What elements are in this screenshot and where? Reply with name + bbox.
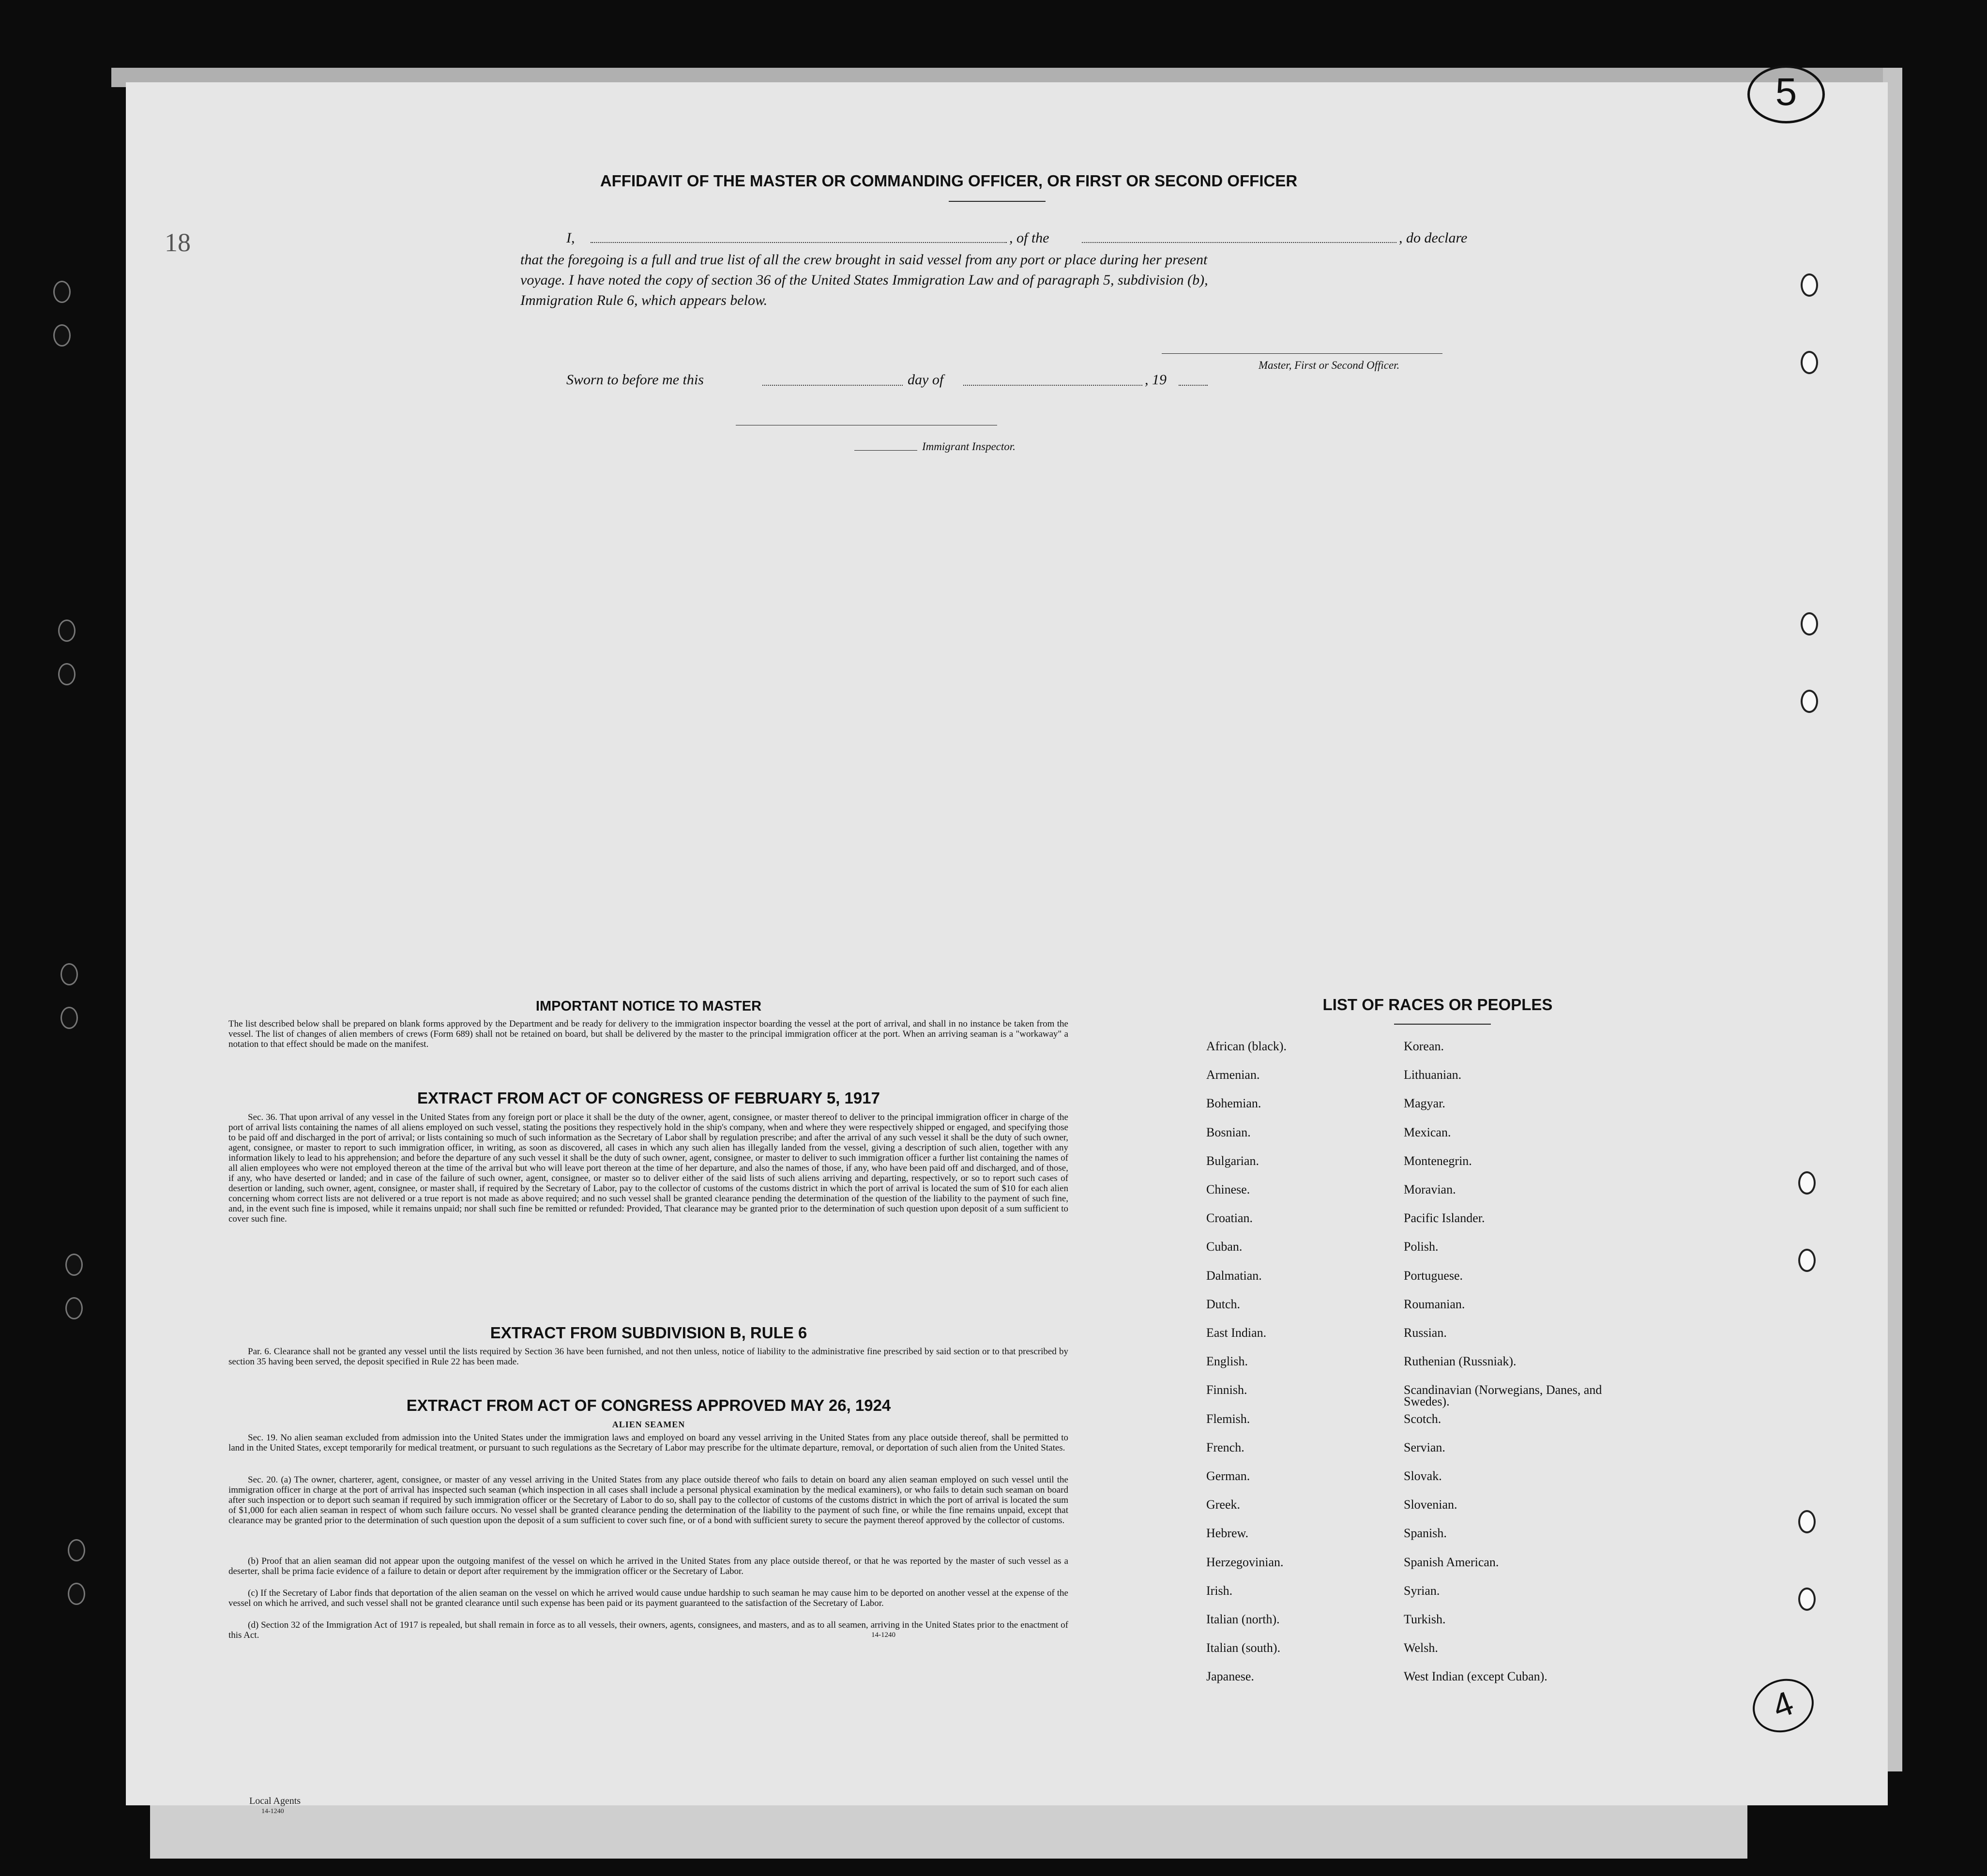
extract-1924-sec20a: Sec. 20. (a) The owner, charterer, agent, consignee, or master of any vessel arriving in the United States from any place outside thereof who fails to detain on board any alien seaman employed on such vessel until the immigration officer in charge at the port of arrival has inspected such seaman (which inspection in all cases shall include a personal physical examination by the medical examiners), or who fails to detain such seaman on board after such inspection or to deport such seaman if required by such immigration officer or the Secretary of Labor to do so, shall pay to the collector of customs of the customs district in which the port of arrival is located the sum of $1,000 for each alien seaman in respect of whom such failure occurs. No vessel shall be granted clearance pending the determination of the liability to the payment of such fine, or while the fine remains unpaid, except that clearance may be granted prior to the determination of such question upon the deposit of a sum sufficient to cover such fine, or of a bond with sufficient surety to secure the payment thereof approved by the collector of customs.: [228, 1475, 1068, 1526]
affidavit-title: AFFIDAVIT OF THE MASTER OR COMMANDING OFFICER, OR FIRST OR SECOND OFFICER: [600, 172, 1298, 190]
race-item: Polish.: [1404, 1240, 1439, 1254]
punch-hole: [1801, 351, 1818, 374]
race-item: Greek.: [1206, 1498, 1241, 1512]
punch-hole: [1801, 690, 1818, 713]
race-item: Croatian.: [1206, 1211, 1253, 1225]
race-item: Montenegrin.: [1404, 1153, 1472, 1168]
signature-line: [1162, 353, 1442, 354]
race-item: Syrian.: [1404, 1583, 1440, 1598]
race-item: Dutch.: [1206, 1297, 1241, 1311]
punch-hole: [1798, 1171, 1816, 1195]
extract-1924-sec20c: (c) If the Secretary of Labor finds that deportation of the alien seaman on the vessel on which he arrived would cause undue hardship to such seaman he may cause him to be deported on another vessel at the expense of the vessel on which he arrived, and such vessel shall not be granted clearance until such expense has been paid or its payment guaranteed to the satisfaction of the Secretary of Labor.: [228, 1588, 1068, 1608]
race-item: Magyar.: [1404, 1096, 1445, 1111]
race-item: Scandinavian (Norwegians, Danes, and Swedes).: [1404, 1383, 1602, 1409]
race-item: Lithuanian.: [1404, 1068, 1462, 1082]
affidavit-body-line: voyage. I have noted the copy of section 36 of the United States Immigration Law and of paragraph 5, subdivision (b),: [520, 272, 1208, 288]
race-item: Finnish.: [1206, 1383, 1247, 1397]
race-item: Bohemian.: [1206, 1096, 1261, 1111]
document-sheet: [126, 70, 1888, 1805]
race-item: Herzegovinian.: [1206, 1555, 1284, 1569]
race-item: French.: [1206, 1440, 1244, 1454]
race-item: Bosnian.: [1206, 1125, 1251, 1139]
year-blank: [1179, 385, 1208, 386]
race-item: Spanish American.: [1404, 1555, 1499, 1569]
race-item: African (black).: [1206, 1039, 1287, 1053]
race-item: Slovenian.: [1404, 1498, 1457, 1512]
race-item: Turkish.: [1404, 1612, 1446, 1626]
punch-hole: [1798, 1249, 1816, 1272]
race-item: Moravian.: [1404, 1182, 1456, 1196]
punch-hole: [1801, 612, 1818, 635]
margin-mark: 18: [165, 228, 191, 257]
punch-hole: [53, 281, 71, 303]
sworn-month-blank: [963, 385, 1142, 386]
races-title: LIST OF RACES OR PEOPLES: [1322, 996, 1553, 1014]
race-item: Slovak.: [1404, 1469, 1442, 1483]
affidavit-body-line: that the foregoing is a full and true list of all the crew brought in said vessel from any port or place during her present: [520, 252, 1208, 268]
race-item: Cuban.: [1206, 1240, 1243, 1254]
circled-mark: 4: [1745, 1670, 1821, 1740]
punch-hole: [58, 663, 76, 685]
race-item: English.: [1206, 1354, 1248, 1369]
notice-text: The list described below shall be prepared on blank forms approved by the Department and be ready for delivery to the immigration inspector boarding the vessel at the port of arrival, and shall in no instance be taken from the vessel. The list of changes of alien members of crews (Form 689) shall not be retained on board, but shall be delivered by the master to the principal immigration officer at the port. When an arriving seaman is a "workaway" a notation to that effect should be made on the manifest.: [228, 1019, 1068, 1049]
punch-hole: [68, 1539, 85, 1561]
race-item: Chinese.: [1206, 1182, 1250, 1196]
affidavit-line1-declare: , do declare: [1399, 230, 1468, 246]
race-item: Hebrew.: [1206, 1526, 1249, 1541]
punch-hole: [65, 1297, 83, 1319]
year-prefix: , 19: [1145, 372, 1167, 388]
sworn-day-blank: [762, 385, 903, 386]
race-item: Japanese.: [1206, 1669, 1254, 1684]
race-item: Servian.: [1404, 1440, 1445, 1454]
punch-hole: [1798, 1510, 1816, 1533]
punch-hole: [61, 1007, 78, 1029]
name-blank: [591, 242, 1007, 243]
punch-hole: [61, 963, 78, 985]
races-title-rule: [1394, 1024, 1491, 1025]
extract-1924-title: EXTRACT FROM ACT OF CONGRESS APPROVED MAY 26, 1924: [406, 1396, 891, 1414]
race-item: Korean.: [1404, 1039, 1444, 1053]
alien-seamen-subtitle: ALIEN SEAMEN: [612, 1420, 685, 1429]
punch-hole: [1798, 1588, 1816, 1611]
local-agents-label: Local Agents: [249, 1796, 301, 1806]
vessel-blank: [1082, 242, 1396, 243]
race-item: Mexican.: [1404, 1125, 1451, 1139]
form-number: 14-1240: [871, 1631, 895, 1639]
race-item: Italian (south).: [1206, 1641, 1281, 1655]
race-item: Scotch.: [1404, 1411, 1441, 1426]
punch-hole: [1801, 273, 1818, 297]
extract-1924-sec20b: (b) Proof that an alien seaman did not appear upon the outgoing manifest of the vessel on which he arrived in the United States from any place outside thereof, or that he was reported by the master of such vessel as a deserter, shall be prima facie evidence of a failure to detain or deport after requirement by the immigration officer or the Secretary of Labor.: [228, 1556, 1068, 1576]
race-item: Roumanian.: [1404, 1297, 1465, 1311]
race-item: East Indian.: [1206, 1326, 1267, 1340]
race-item: Italian (north).: [1206, 1612, 1280, 1626]
race-item: Bulgarian.: [1206, 1153, 1259, 1168]
affidavit-body-line: Immigration Rule 6, which appears below.: [520, 292, 768, 308]
affidavit-line1-i: I,: [566, 230, 575, 246]
punch-hole: [68, 1583, 85, 1605]
extract-1917-text: Sec. 36. That upon arrival of any vessel in the United States from any foreign port or place it shall be the duty of the owner, agent, consignee, or master thereof to deliver to the principal immigration officer in charge of the port of arrival lists containing the names of all aliens employed on such vessel, stating the positions they respectively hold in the ship's company, when and where they were respectively shipped or engaged, and specifying those to be paid off and discharged in the port of arrival; or lists containing so much of such information as the Secretary of Labor shall by regulation prescribe; and after the arrival of any such vessel it shall be the duty of such owner, agent, consignee, or master to report to such immigration officer, in writing, as soon as discovered, all cases in which any such alien has illegally landed from the vessel, giving a description of such alien, together with any information likely to lead to his apprehension; and before the departure of any such vessel it shall be the duty of such owner, agent, consignee, or master to deliver to such immigration officer a further list containing the names of all alien employees who were not employed thereon at the time of the arrival but who will leave port thereon at the time of her departure, and also the names of those, if any, who have been paid off and discharged, and of those, if any, who have deserted or landed; and in case of the failure of such owner, agent, consignee, or master so to deliver either of the said lists of such aliens arriving and departing, respectively, or so to report such cases of desertion or landing, such owner, agent, consignee, or master shall, if required by the Secretary of Labor, pay to the collector of customs of the customs district in which the port of arrival is located the sum of $10 for each alien concerning whom correct lists are not delivered or a true report is not made as above required; and no such vessel shall be granted clearance pending the determination of the question of the liability to the payment of such fine, and, in the event such fine is imposed, while it remains unpaid; nor shall such fine be remitted or refunded: Provided, That clearance may be granted prior to the determination of such question upon deposit of a sum sufficient to cover such fine.: [228, 1112, 1068, 1224]
race-item: Welsh.: [1404, 1641, 1438, 1655]
race-item: West Indian (except Cuban).: [1404, 1669, 1547, 1684]
local-agents-form-number: 14-1240: [261, 1808, 284, 1815]
title-rule: [949, 201, 1046, 202]
affidavit-line1-of: , of the: [1009, 230, 1049, 246]
signature-caption: Master, First or Second Officer.: [1259, 359, 1400, 371]
extract-1924-sec19: Sec. 19. No alien seaman excluded from admission into the United States under the immigration laws and employed on board any vessel arriving in the United States from any place outside thereof, shall be permitted to land in the United States, except temporarily for medical treatment, or pursuant to such regulations as the Secretary of Labor may prescribe for the ultimate departure, removal, or deportation of such alien from the United States.: [228, 1433, 1068, 1453]
race-item: Pacific Islander.: [1404, 1211, 1485, 1225]
race-item: Armenian.: [1206, 1068, 1260, 1082]
race-item: Portuguese.: [1404, 1268, 1463, 1283]
inspector-caption: Immigrant Inspector.: [922, 440, 1016, 453]
race-item: Ruthenian (Russniak).: [1404, 1354, 1517, 1369]
sworn-text: Sworn to before me this: [566, 372, 704, 388]
punch-hole: [58, 620, 76, 642]
page-number: 5: [1747, 65, 1825, 123]
race-item: German.: [1206, 1469, 1250, 1483]
race-item: Irish.: [1206, 1583, 1233, 1598]
extract-1917-title: EXTRACT FROM ACT OF CONGRESS OF FEBRUARY 5, 1917: [417, 1089, 880, 1107]
notice-title: IMPORTANT NOTICE TO MASTER: [535, 999, 762, 1014]
extract-rule6-title: EXTRACT FROM SUBDIVISION B, RULE 6: [490, 1324, 807, 1342]
race-item: Flemish.: [1206, 1411, 1250, 1426]
punch-hole: [53, 324, 71, 347]
inspector-line: [854, 450, 917, 451]
race-item: Russian.: [1404, 1326, 1447, 1340]
race-item: Dalmatian.: [1206, 1268, 1262, 1283]
race-item: Spanish.: [1404, 1526, 1447, 1541]
punch-hole: [65, 1254, 83, 1276]
day-of-text: day of: [908, 372, 944, 388]
extract-1924-sec20d: (d) Section 32 of the Immigration Act of 1917 is repealed, but shall remain in force as to all vessels, their owners, agents, consignees, and masters, and as to all seamen, arriving in the United States prior to the enactment of this Act.: [228, 1620, 1068, 1640]
extract-rule6-text: Par. 6. Clearance shall not be granted any vessel until the lists required by Section 36 have been furnished, and not then unless, notice of liability to the administrative fine prescribed by said section or to that prescribed by section 35 having been served, the deposit specified in Rule 22 has been made.: [228, 1346, 1068, 1367]
